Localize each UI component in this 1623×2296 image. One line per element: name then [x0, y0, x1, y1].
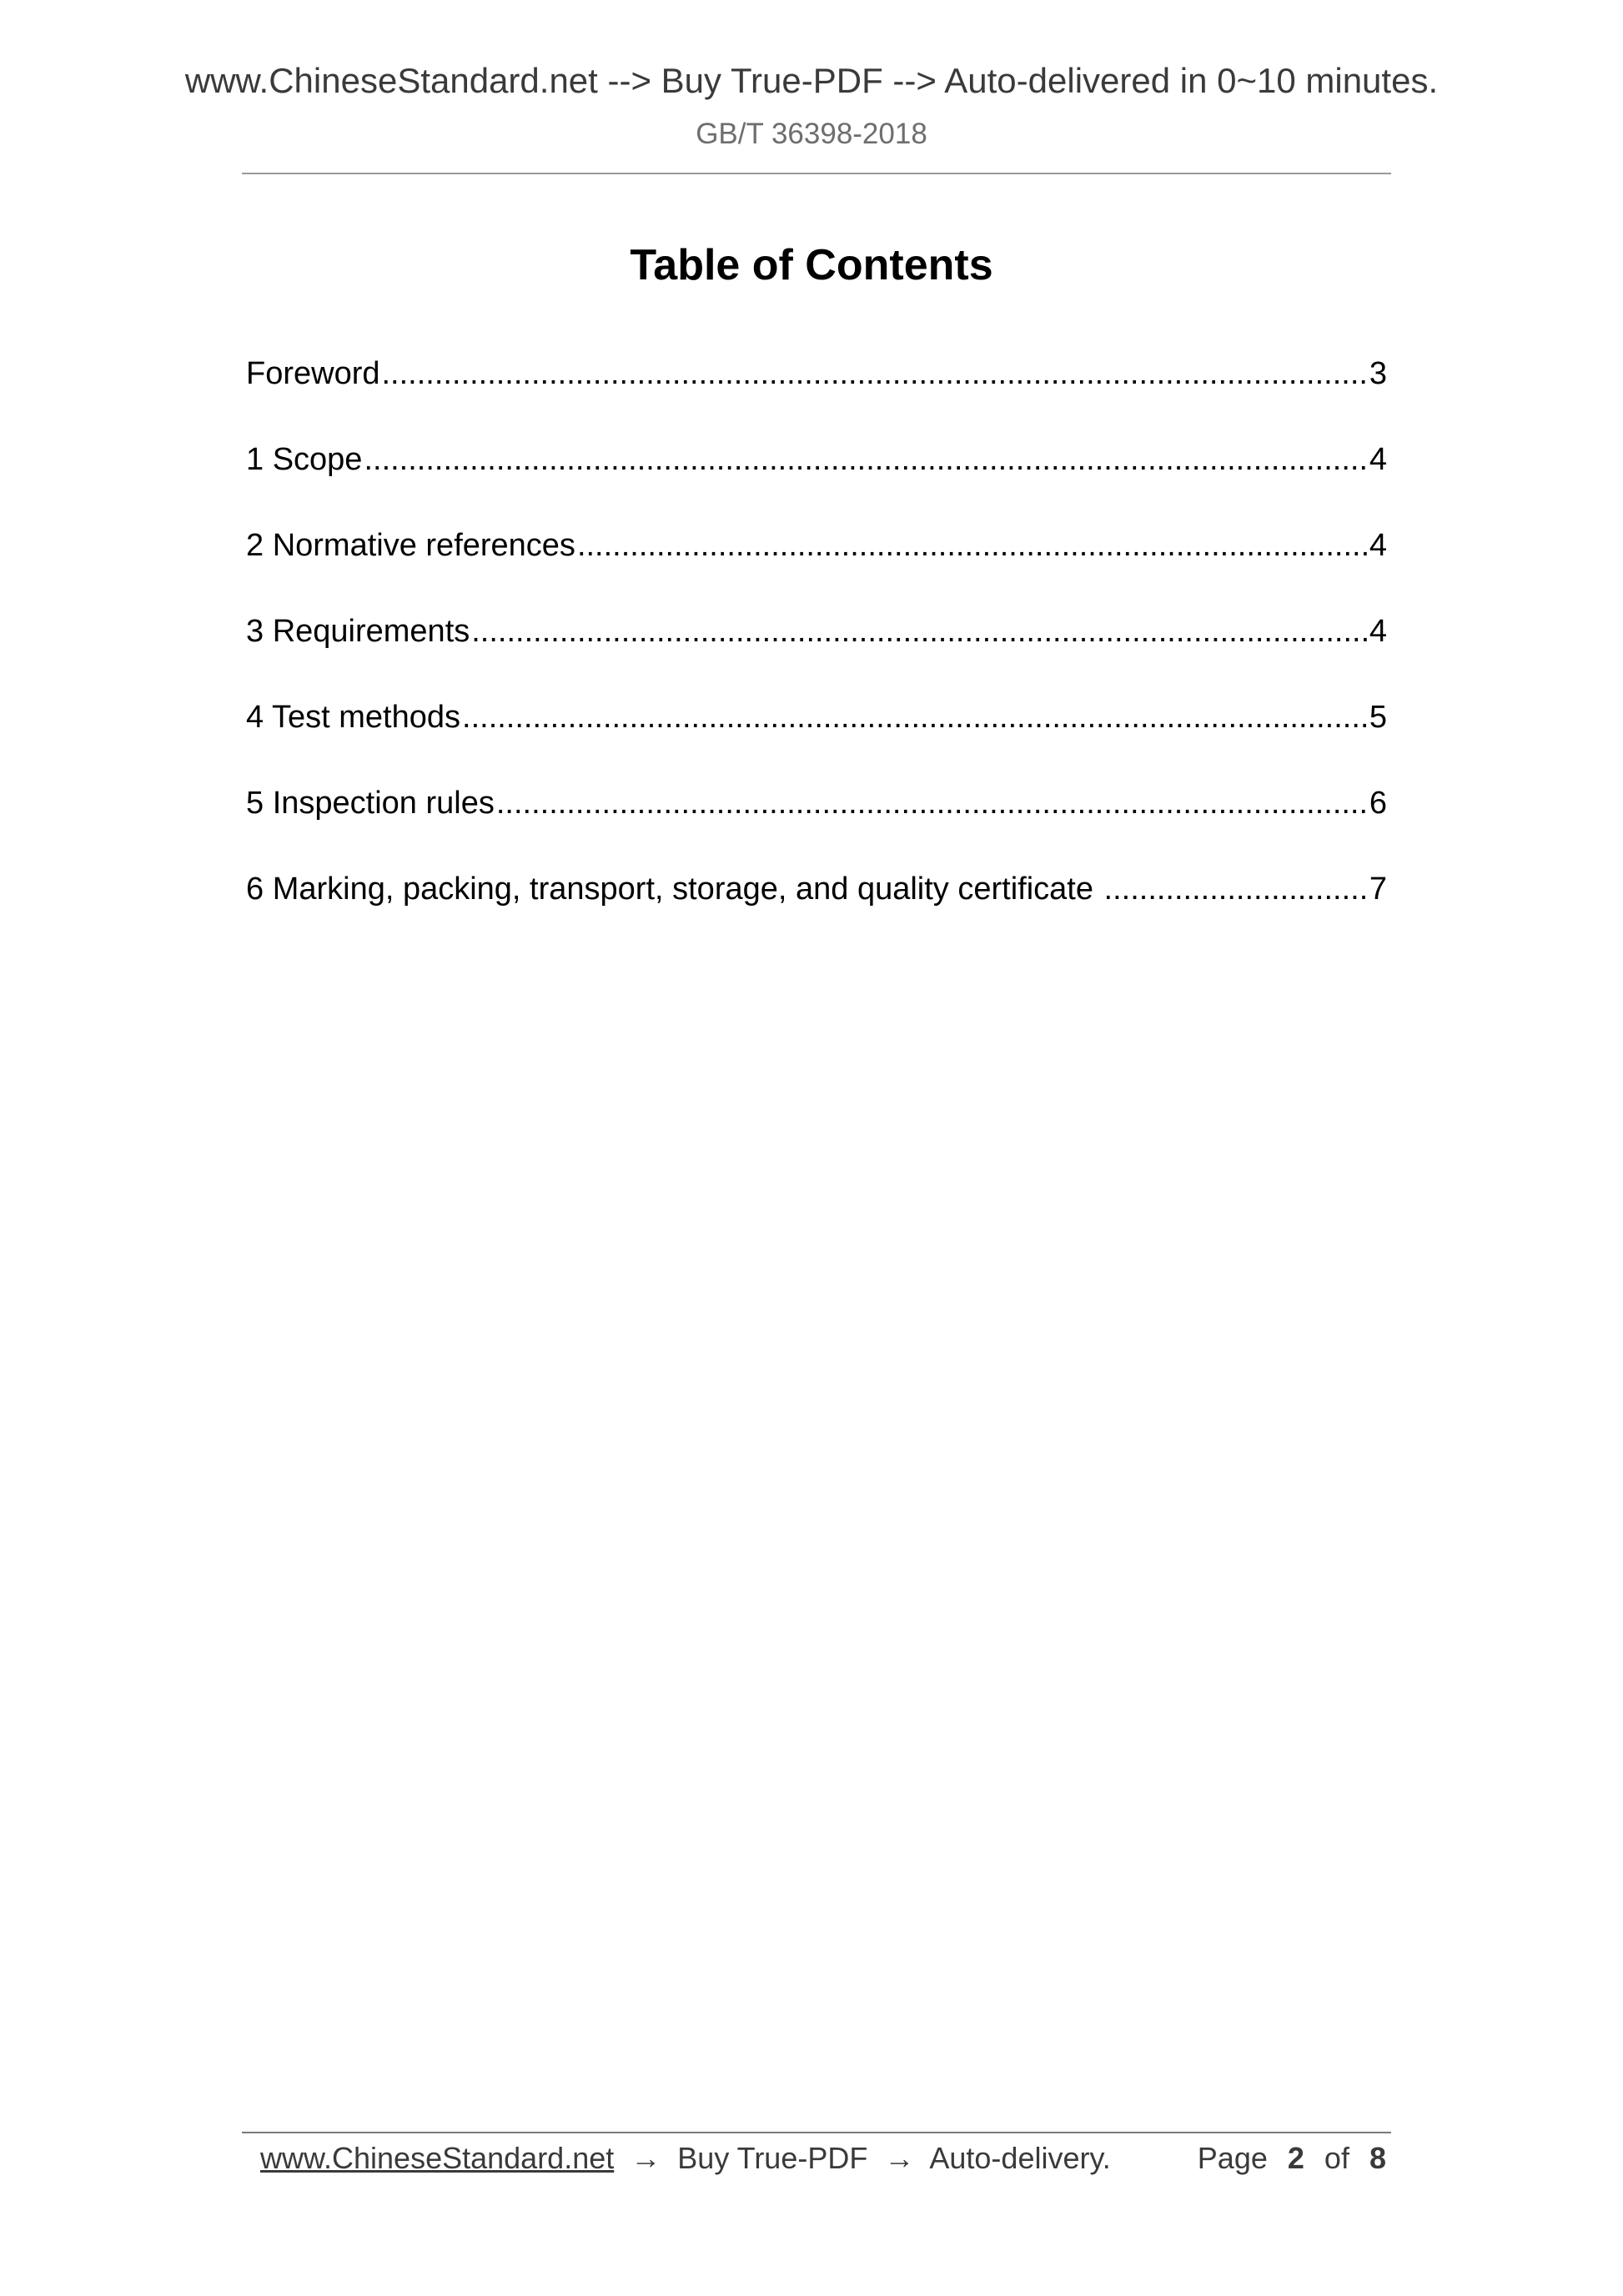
page-indicator — [1198, 2137, 1386, 2180]
toc-leader-dots — [462, 692, 1368, 742]
total-pages-number: 8 — [1369, 2141, 1386, 2175]
toc-entry-label: Foreword — [246, 356, 380, 391]
toc-entry-page: 5 — [1369, 700, 1387, 735]
page-footer — [260, 2137, 1386, 2180]
header-divider — [242, 173, 1391, 174]
page-label: Page — [1197, 2141, 1268, 2175]
toc-entry-scope[interactable] — [246, 435, 1387, 520]
toc-leader-dots — [364, 435, 1367, 485]
toc-entry-label: 5 Inspection rules — [246, 786, 495, 821]
toc-entry-label: 4 Test methods — [246, 700, 461, 735]
toc-entry-label: 6 Marking, packing, transport, storage, and quality certificate — [246, 872, 1103, 907]
toc-entry-page: 4 — [1369, 614, 1387, 649]
toc-entry-page: 4 — [1369, 442, 1387, 477]
toc-entry-label: 1 Scope — [246, 442, 363, 477]
footer-buy-text: Buy True-PDF — [677, 2141, 868, 2175]
toc-entry-requirements[interactable] — [246, 606, 1387, 692]
footer-delivery-text: Auto-delivery. — [929, 2141, 1111, 2175]
footer-site-link[interactable]: www.ChineseStandard.net — [260, 2141, 615, 2175]
current-page-number: 2 — [1287, 2141, 1304, 2175]
toc-leader-dots — [471, 606, 1368, 656]
toc-entry-label: 3 Requirements — [246, 614, 470, 649]
arrow-right-icon: → — [631, 2141, 661, 2175]
toc-entry-test-methods[interactable] — [246, 692, 1387, 778]
toc-entry-page: 6 — [1369, 786, 1387, 821]
toc-list — [246, 349, 1387, 950]
arrow-right-icon: → — [884, 2141, 915, 2175]
toc-entry-page: 7 — [1369, 872, 1387, 907]
toc-leader-dots — [577, 520, 1368, 570]
toc-entry-label: 2 Normative references — [246, 528, 575, 563]
toc-entry-page: 3 — [1369, 356, 1387, 391]
footer-left — [260, 2137, 1111, 2180]
toc-leader-dots — [1104, 864, 1368, 914]
toc-title: Table of Contents — [630, 241, 993, 289]
toc-entry-inspection-rules[interactable] — [246, 778, 1387, 864]
standard-number: GB/T 36398-2018 — [696, 118, 927, 150]
toc-entry-marking-packing[interactable] — [246, 864, 1387, 950]
toc-leader-dots — [382, 349, 1368, 399]
toc-leader-dots — [496, 778, 1368, 828]
footer-divider — [242, 2132, 1391, 2133]
top-banner: www.ChineseStandard.net --> Buy True-PDF --> Auto-delivered in 0~10 minutes. — [184, 61, 1439, 100]
toc-entry-foreword[interactable] — [246, 349, 1387, 435]
toc-entry-normative-references[interactable] — [246, 520, 1387, 606]
of-label: of — [1324, 2141, 1349, 2175]
toc-entry-page: 4 — [1369, 528, 1387, 563]
